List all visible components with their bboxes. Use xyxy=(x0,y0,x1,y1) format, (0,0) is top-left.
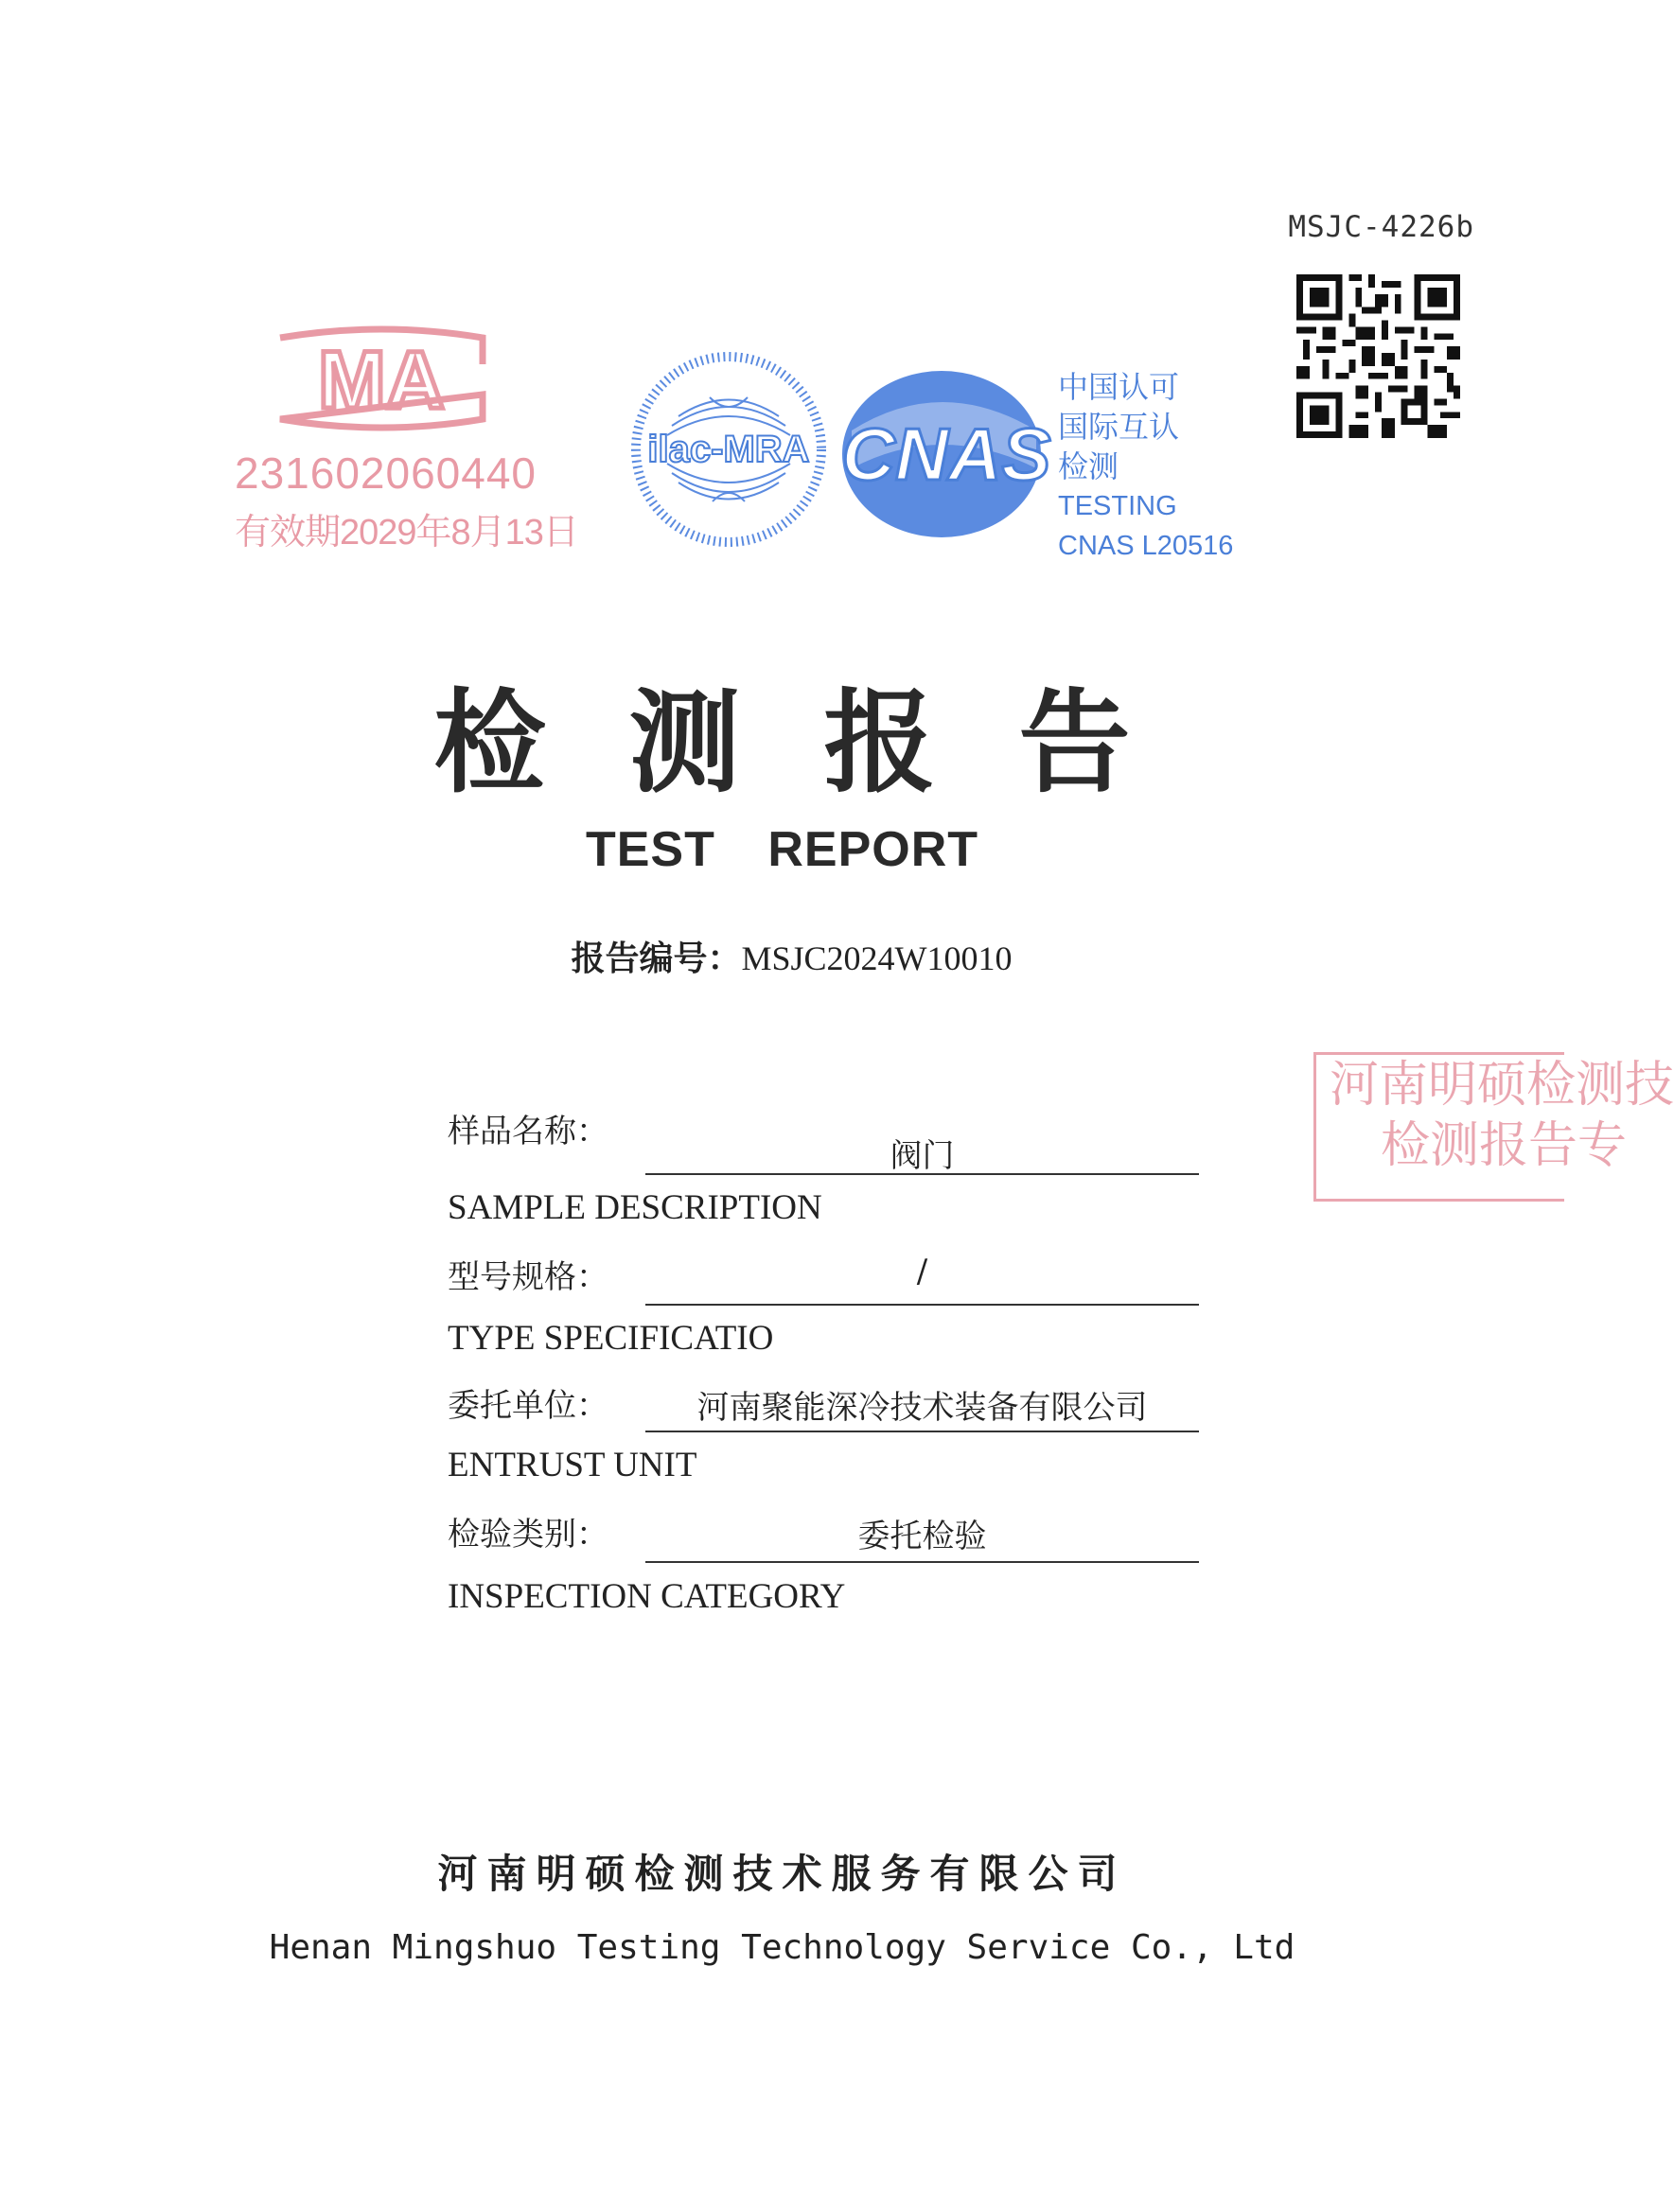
cnas-mark-text: CNAS xyxy=(841,413,1051,496)
report-number-value: MSJC2024W10010 xyxy=(741,939,1013,977)
cnas-logo xyxy=(833,364,1060,544)
sample-name-en: SAMPLE DESCRIPTION xyxy=(448,1188,822,1227)
inspection-category-line xyxy=(645,1561,1199,1563)
cma-mark-text: MA xyxy=(318,335,445,426)
company-name-cn: 河南明硕检测技术服务有限公司 xyxy=(437,1851,1127,1897)
company-name-en: Henan Mingshuo Testing Technology Service Co., Ltd xyxy=(269,1928,1295,1967)
cnas-line-5: CNAS L20516 xyxy=(1058,531,1234,561)
cnas-line-3: 检测 xyxy=(1058,449,1119,483)
type-spec-value: / xyxy=(916,1253,928,1290)
type-spec-label: 型号规格： xyxy=(448,1258,608,1296)
report-title-en: TEST REPORT xyxy=(585,822,979,877)
type-spec-line xyxy=(645,1304,1199,1306)
document-code: MSJC-4226b xyxy=(1288,210,1474,244)
stamp-line-1: 河南明硕检测技 xyxy=(1330,1057,1674,1114)
type-spec-en: TYPE SPECIFICATIO xyxy=(448,1319,774,1358)
ilac-mra-logo xyxy=(629,350,828,549)
cma-validity: 有效期2029年8月13日 xyxy=(235,513,578,553)
qr-code-icon xyxy=(1296,274,1460,438)
report-number xyxy=(0,932,1564,980)
cnas-line-4: TESTING xyxy=(1058,491,1177,521)
entrust-unit-value: 河南聚能深冷技术装备有限公司 xyxy=(696,1389,1148,1427)
sample-name-value: 阀门 xyxy=(890,1137,955,1175)
cnas-line-1: 中国认可 xyxy=(1058,370,1180,404)
entrust-unit-en: ENTRUST UNIT xyxy=(448,1446,697,1484)
inspection-category-value: 委托检验 xyxy=(857,1518,987,1555)
cnas-line-2: 国际互认 xyxy=(1058,410,1180,444)
cma-seal xyxy=(235,326,578,553)
entrust-unit-label: 委托单位： xyxy=(448,1387,608,1425)
report-title-cn: 检测报告 xyxy=(433,676,1214,808)
report-special-stamp xyxy=(1313,1052,1674,1202)
ilac-mark-text: ilac-MRA xyxy=(647,429,810,470)
stamp-line-2: 检测报告专 xyxy=(1381,1117,1628,1174)
cma-mark-icon xyxy=(263,326,500,430)
entrust-unit-line xyxy=(645,1431,1199,1432)
sample-name-label: 样品名称： xyxy=(448,1113,608,1150)
inspection-category-en: INSPECTION CATEGORY xyxy=(448,1577,846,1616)
cnas-accreditation-text xyxy=(1058,367,1233,566)
cma-registration-number: 231602060440 xyxy=(235,448,537,498)
report-number-label: 报告编号： xyxy=(571,939,742,977)
inspection-category-label: 检验类别： xyxy=(448,1516,608,1554)
